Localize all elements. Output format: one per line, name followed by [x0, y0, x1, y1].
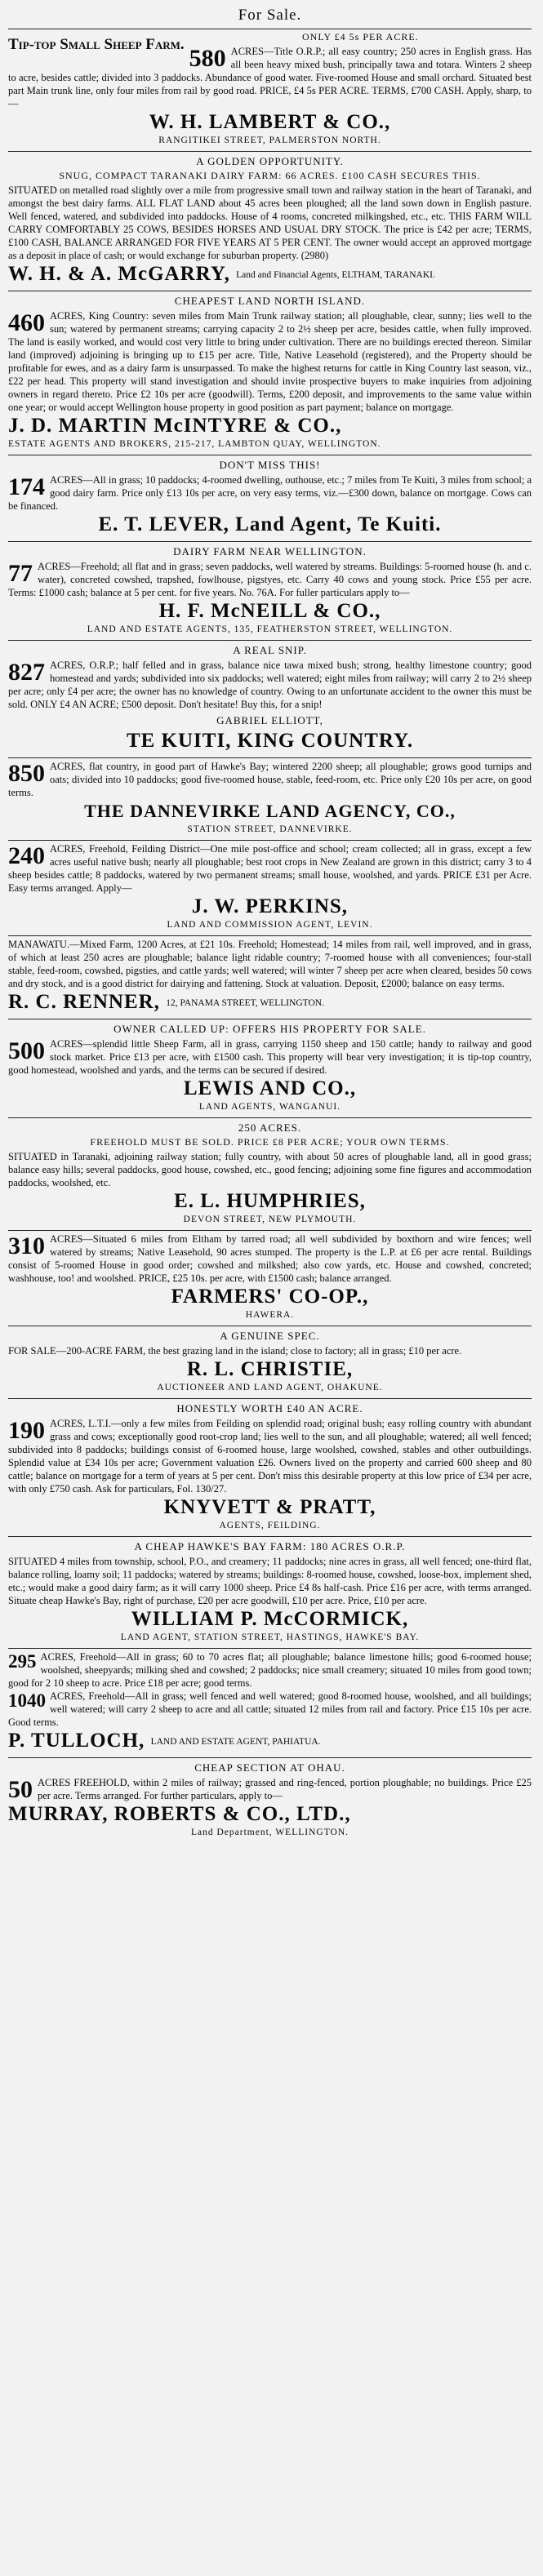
agent-address: DEVON STREET, NEW PLYMOUTH. [183, 1215, 357, 1224]
ad-te-kuiti [8, 459, 532, 537]
agent-note: 12, PANAMA STREET, WELLINGTON. [166, 998, 324, 1009]
agent-address: LAND AND COMMISSION AGENT, LEVIN. [167, 920, 373, 930]
ad-lead-number: 500 [8, 1037, 45, 1064]
ad-heading: HONESTLY WORTH £40 AN ACRE. [176, 1402, 363, 1415]
ad-body [8, 309, 532, 414]
ad-text: ACRES—Title O.R.P.; all easy country; 250 acres in English grass. Has all been heavy mixed bush, principally tawa and totara. Winters 2 sheep to acre, besides cattle; divided into 3 paddocks. Abundance of good water. Five-roomed House and small orchard. Situated best part Main trunk line, only four miles from rail by good road. PRICE, £4 5s PER ACRE. TERMS, £700 CASH. Apply, sharp, to— [8, 46, 532, 109]
ad-text: ACRES, Freehold, Feilding District—One mile post-office and school; cream collected; all in grass, except a few acres useful native bush; nearly all ploughable; best root crops in New Zealand are grown in this district; carry 3 to 4 sheep besides cattle; 8 paddocks, watered by two permanent streams; small house, woolshed, and yards. PRICE £31 per Acre. Easy terms arranged. Apply— [8, 843, 532, 894]
ad-wellington-dairy [8, 545, 532, 636]
agent-line [8, 990, 532, 1015]
ad-lead-number: 580 [189, 45, 226, 72]
agent-name: P. TULLOCH, [8, 1730, 145, 1752]
ad-pahiatua [8, 1650, 532, 1753]
ad-body [8, 560, 532, 599]
ad-north-island [8, 295, 532, 451]
ad-lead-number: 50 [8, 1776, 33, 1803]
divider [8, 935, 532, 936]
ad-wanganui [8, 1023, 532, 1113]
ad-body [8, 1650, 532, 1690]
ad-real-snip [8, 644, 532, 753]
ad-hastings [8, 1540, 532, 1644]
divider [8, 1398, 532, 1399]
agent-name: J. W. PERKINS, [191, 895, 349, 917]
ad-body [8, 1776, 532, 1802]
ad-lead-number: 310 [8, 1232, 45, 1259]
ad-body [8, 1417, 532, 1495]
ad-eltham [8, 1232, 532, 1321]
agent-note: LAND AND ESTATE AGENT, PAHIATUA. [150, 1737, 321, 1748]
agent-line [8, 262, 532, 286]
agent-name: W. H. LAMBERT & CO., [149, 111, 391, 133]
agent-address: Land Department, WELLINGTON. [191, 1828, 349, 1837]
ad-lead-number: 295 [8, 1651, 37, 1672]
ad-text-2: ACRES, Freehold—All in grass; well fenced and well watered; good 8-roomed house, woolshed, and all buildings; well watered; will carry 2 sheep to acre and all cattle; situated 12 miles from rail and factory. Price £15 10s per acre. Good terms. [8, 1690, 532, 1728]
ad-text: ACRES FREEHOLD, within 2 miles of railway; grassed and ring-fenced, portion ploughable; no buildings. Price £25 per acre. Terms arranged. For further particulars, apply to— [38, 1777, 532, 1801]
agent-name: E. L. HUMPHRIES, [174, 1190, 366, 1212]
agent-address: LAND AGENT, STATION STREET, HASTINGS, HAWKE'S BAY. [120, 1632, 420, 1642]
ad-subheading: ONLY £4 5s PER ACRE. [301, 31, 419, 42]
divider [8, 1536, 532, 1537]
agent-name: FARMERS' CO-OP., [171, 1286, 369, 1308]
divider [8, 151, 532, 152]
ad-text: SITUATED 4 miles from township, school, P.O., and creamery; 11 paddocks; nine acres in grass, all well fenced; one-third flat, balance rolling, loamy soil; 11 paddocks; watered by streams; buildings: 8-roomed house, cowshed, loose-box, implement shed, etc.; would make a good dairy farm; as it will carry 1000 sheep. Price £4 8s half-cash. Price £16 per acre, with terms arranged. Situate cheap Hawke's Bay, right of purchase, £20 per acre goodwill, £10 per acre. Price, £10 per acre. [8, 1556, 532, 1606]
agent-address: STATION STREET, DANNEVIRKE. [187, 824, 353, 834]
agent-address: RANGITIKEI STREET, PALMERSTON NORTH. [158, 135, 381, 145]
agent-name: J. D. MARTIN McINTYRE & CO., [8, 415, 342, 437]
divider [8, 541, 532, 542]
divider [8, 1757, 532, 1758]
agent-address: HAWERA. [245, 1310, 295, 1320]
agent-name: KNYVETT & PRATT, [163, 1496, 376, 1518]
ad-text: ACRES—Freehold; all flat and in grass; seven paddocks, well watered by streams. Buildings: 5-roomed house (h. and c. water), concreted cowshed, trapshed, fowlhouse, pigstyes, etc. Carry 40 cows and young stock. Price £55 per acre. Terms: £1000 cash; balance at 5 per cent. for five years. No. 76A. For fuller particulars apply to— [8, 561, 532, 598]
ad-subheading: SNUG, COMPACT TARANAKI DAIRY FARM: 66 ACRES. £100 CASH SECURES THIS. [59, 170, 481, 181]
agent-name: H. F. McNEILL & CO., [158, 600, 381, 622]
ad-heading: Tip-top Small Sheep Farm. [8, 36, 185, 53]
ad-body [8, 842, 532, 895]
ad-feilding [8, 842, 532, 931]
agent-name: W. H. & A. McGARRY, [8, 263, 230, 285]
agent-name: WILLIAM P. McCORMICK, [131, 1608, 409, 1630]
agent-address: ESTATE AGENTS AND BROKERS, 215-217, LAMBTON QUAY, WELLINGTON. [8, 439, 381, 449]
agent-heading: GABRIEL ELLIOTT, [216, 714, 323, 726]
ad-hawkes-bay [8, 760, 532, 836]
agent-name: MURRAY, ROBERTS & CO., LTD., [8, 1803, 351, 1825]
ad-text: ACRES, flat country, in good part of Hawke's Bay; wintered 2200 sheep; all ploughable; grows good turnips and oats; divided into 10 paddocks; good five-roomed house, stable, feed-room, etc. Price only £20 10s per acre, on good terms. [8, 761, 532, 798]
agent-address: AUCTIONEER AND LAND AGENT, OHAKUNE. [157, 1383, 383, 1392]
ad-lead-number: 240 [8, 842, 45, 869]
divider [8, 1117, 532, 1118]
divider [8, 1230, 532, 1231]
agent-name: E. T. LEVER, Land Agent, Te Kuiti. [98, 513, 442, 535]
ad-ohakune [8, 1330, 532, 1394]
ad-sheep-farm [8, 31, 532, 147]
ad-text: SITUATED on metalled road slightly over a mile from progressive small town and railway station in the heart of Taranaki, and amongst the best dairy farms. ALL FLAT LAND about 45 acres been ploughed; all the land sown down in English pasture. Well fenced, watered, and subdivided into paddocks. House of 4 rooms, concreted milkingshed, etc., etc. THIS FARM WILL CARRY COMFORTABLY 25 COWS, BESIDES HORSES AND USUAL DRY STOCK. The price is £42 per acre; TERMS, £100 CASH, BALANCE ARRANGED FOR FIVE YEARS AT 5 PER CENT. The owner would accept an approved mortgage as a deposit in place of cash; or would exchange for suburban property. (2980) [8, 184, 532, 261]
ad-heading: A GOLDEN OPPORTUNITY. [196, 155, 344, 167]
ad-heading: DON'T MISS THIS! [219, 459, 321, 471]
ad-heading: A GENUINE SPEC. [220, 1330, 320, 1342]
agent-note: Land and Financial Agents, ELTHAM, TARANAKI. [236, 270, 435, 281]
agent-line [8, 1729, 532, 1753]
ad-body [8, 1232, 532, 1285]
ad-ohau [8, 1761, 532, 1839]
ad-heading: 250 ACRES. [238, 1121, 302, 1134]
ad-lead-number-2: 1040 [8, 1690, 46, 1711]
page-title: For Sale. [238, 7, 302, 24]
ad-heading: CHEAP SECTION AT OHAU. [194, 1761, 345, 1774]
ad-body [8, 473, 532, 513]
ad-new-plymouth [8, 1121, 532, 1226]
ad-body [8, 760, 532, 799]
agent-address: AGENTS, FEILDING. [219, 1521, 321, 1530]
agent-name: R. L. CHRISTIE, [186, 1358, 354, 1380]
ad-subheading: FREEHOLD MUST BE SOLD. PRICE £8 PER ACRE; YOUR OWN TERMS. [90, 1136, 450, 1148]
ad-text: FOR SALE—200-ACRE FARM, the best grazing land in the island; close to factory; all in grass; £10 per acre. [8, 1345, 462, 1357]
ad-text: ACRES—splendid little Sheep Farm, all in grass, carrying 1150 sheep and 150 cattle; handy to railway and good stock market. Price £13 per acre, with £1500 cash. This property will bear very investigation; it is tip-top country, good homestead, woolshed and yards, and the terms can be secured if desired. [8, 1038, 532, 1076]
agent-address: LAND AGENTS, WANGANUI. [198, 1102, 341, 1112]
ad-lead-number: 77 [8, 560, 33, 587]
agent-name: LEWIS AND CO., [183, 1077, 357, 1099]
agent-address: LAND AND ESTATE AGENTS, 135, FEATHERSTON STREET, WELLINGTON. [87, 624, 453, 634]
ad-text: ACRES—Situated 6 miles from Eltham by tarred road; all well subdivided by boxthorn and wire fences; well watered by streams; Native Leasehold, 90 acres stumped. The property is the L.P. at £6 per acre rental. Buildings consist of 5-roomed House in good order; cowshed and milkshed; also cow yards, etc. House and cowshed, concreted; washhouse, too! and woolshed. PRICE, £25 10s. per acre, with £1500 cash; balance arranged. [8, 1233, 532, 1284]
ad-lead-number: 460 [8, 309, 45, 336]
ad-manawatu [8, 938, 532, 1015]
ad-text: ACRES—All in grass; 10 paddocks; 4-roomed dwelling, outhouse, etc.; 7 miles from Te Kuiti, 3 miles from school; a good dairy farm. Price only £13 10s per acre, on very easy terms, viz.—£300 down, balance on mortgage. Cows can be financed. [8, 474, 532, 512]
ad-body [8, 1037, 532, 1077]
divider [8, 1648, 532, 1649]
agent-name: TE KUITI, KING COUNTRY. [126, 730, 414, 752]
ad-body [8, 659, 532, 711]
ad-text: SITUATED in Taranaki, adjoining railway station; fully country, with about 50 acres of ploughable land, all in good grass; balance easy hills; several paddocks, good house, cowshed, etc., good fencing; adjoining some fine figures and accommodation paddocks, woolshed, etc. [8, 1151, 532, 1188]
ad-text: ACRES, L.T.I.—only a few miles from Feilding on splendid road; original bush; easy rolling country with abundant grass and cows; exceptionally good root-crop land; lies well to the sun, and all ploughable; watered; all well fenced; subdivided into 8 paddocks; buildings consist of 6-roomed house, large woolshed, cowshed, stables and other outbuildings. Splendid value at £34 10s per acre; Government valuation £26. Owners lived on the property and carried 600 sheep and 80 cattle; balance on mortgage for a term of years at 5 per cent. Don't miss this desirable property at this low price of £34 per acre, with only £750 cash. Ask for particulars, Fol. 130/27. [8, 1418, 532, 1495]
divider [8, 640, 532, 641]
ad-heading: A REAL SNIP. [233, 644, 307, 656]
ad-heading: DAIRY FARM NEAR WELLINGTON. [173, 545, 367, 557]
ad-text: MANAWATU.—Mixed Farm, 1200 Acres, at £21 10s. Freehold; Homestead; 14 miles from rail, well improved, and in grass, of which at least 250 acres are ploughable; balance light ridable country; 7-roomed house with all conveniences; four-stall stable, feed-room, cowshed, pigsties, and cattle yards; well watered; will winter 7 sheep per acre when cleared, besides 50 cows and dry stock, and is a good district for dairying and fattening. Stock at valuation. Deposit, £2000; balance on easy terms. [8, 939, 532, 989]
ad-lead-number: 827 [8, 659, 45, 686]
ad-lead-number: 190 [8, 1417, 45, 1444]
ad-taranaki-dairy [8, 155, 532, 286]
agent-name: R. C. RENNER, [8, 991, 160, 1013]
ad-text: ACRES, O.R.P.; half felled and in grass, balance nice tawa mixed bush; strong, healthy limestone country; good homestead and yards; subdivided into six paddocks; well watered; eight miles from railway; will carry 2 to 2½ sheep per acre; only £4 per acre; the owner has no knowledge of country. Owing to an unfortunate accident to the owner this must be sold. ONLY £4 AN ACRE; £500 deposit. Don't hesitate! Buy this, for a snip! [8, 660, 532, 710]
ad-heading: CHEAPEST LAND NORTH ISLAND. [174, 295, 366, 307]
ad-heading: OWNER CALLED UP: OFFERS HIS PROPERTY FOR SALE. [113, 1023, 426, 1035]
ad-lead-number: 850 [8, 760, 45, 787]
divider [8, 840, 532, 841]
divider [8, 757, 532, 758]
ad-feilding-2 [8, 1402, 532, 1532]
ad-text: ACRES, Freehold—All in grass; 60 to 70 acres flat; all ploughable; balance limestone hills; good 6-roomed house; woolshed, sheepyards; milking shed and cowshed; 2 paddocks; nice small creamery; situated 10 miles from good town; good for 2 10 sheep to acre. Price £18 per acre; good terms. [8, 1651, 532, 1689]
ad-body-2 [8, 1690, 532, 1729]
ad-lead-number: 174 [8, 473, 45, 500]
ad-heading: A CHEAP HAWKE'S BAY FARM: 180 ACRES O.R.P. [134, 1540, 406, 1552]
agent-name: THE DANNEVIRKE LAND AGENCY, CO., [84, 801, 456, 821]
ad-text: ACRES, King Country: seven miles from Main Trunk railway station; all ploughable, clear, sunny; lies well to the sun; watered by permanent streams; carrying capacity 2 to 2½ sheep per acre, besides cattle, when fully improved. The land is easily worked, and would cost very little to bring under cultivation. There are no buildings erected thereon. Similar land (improved) adjoining is bringing up to £15 per acre. Title, Native Leasehold (registered), and the Property should be profitable for ewes, and as a dairy farm is unsurpassed. To make the highest returns for cattle in King Country last season, viz., £22 per head. This property will stand investigation and should invite prospective buyers to make inquiries from adjoining owners in regard thereto. Price £2 10s per acre (goodwill). Terms, £200 deposit, and improvements to the same value within one year; or would accept Wellington house property in good position as part payment; balance on mortgage. [8, 310, 532, 413]
